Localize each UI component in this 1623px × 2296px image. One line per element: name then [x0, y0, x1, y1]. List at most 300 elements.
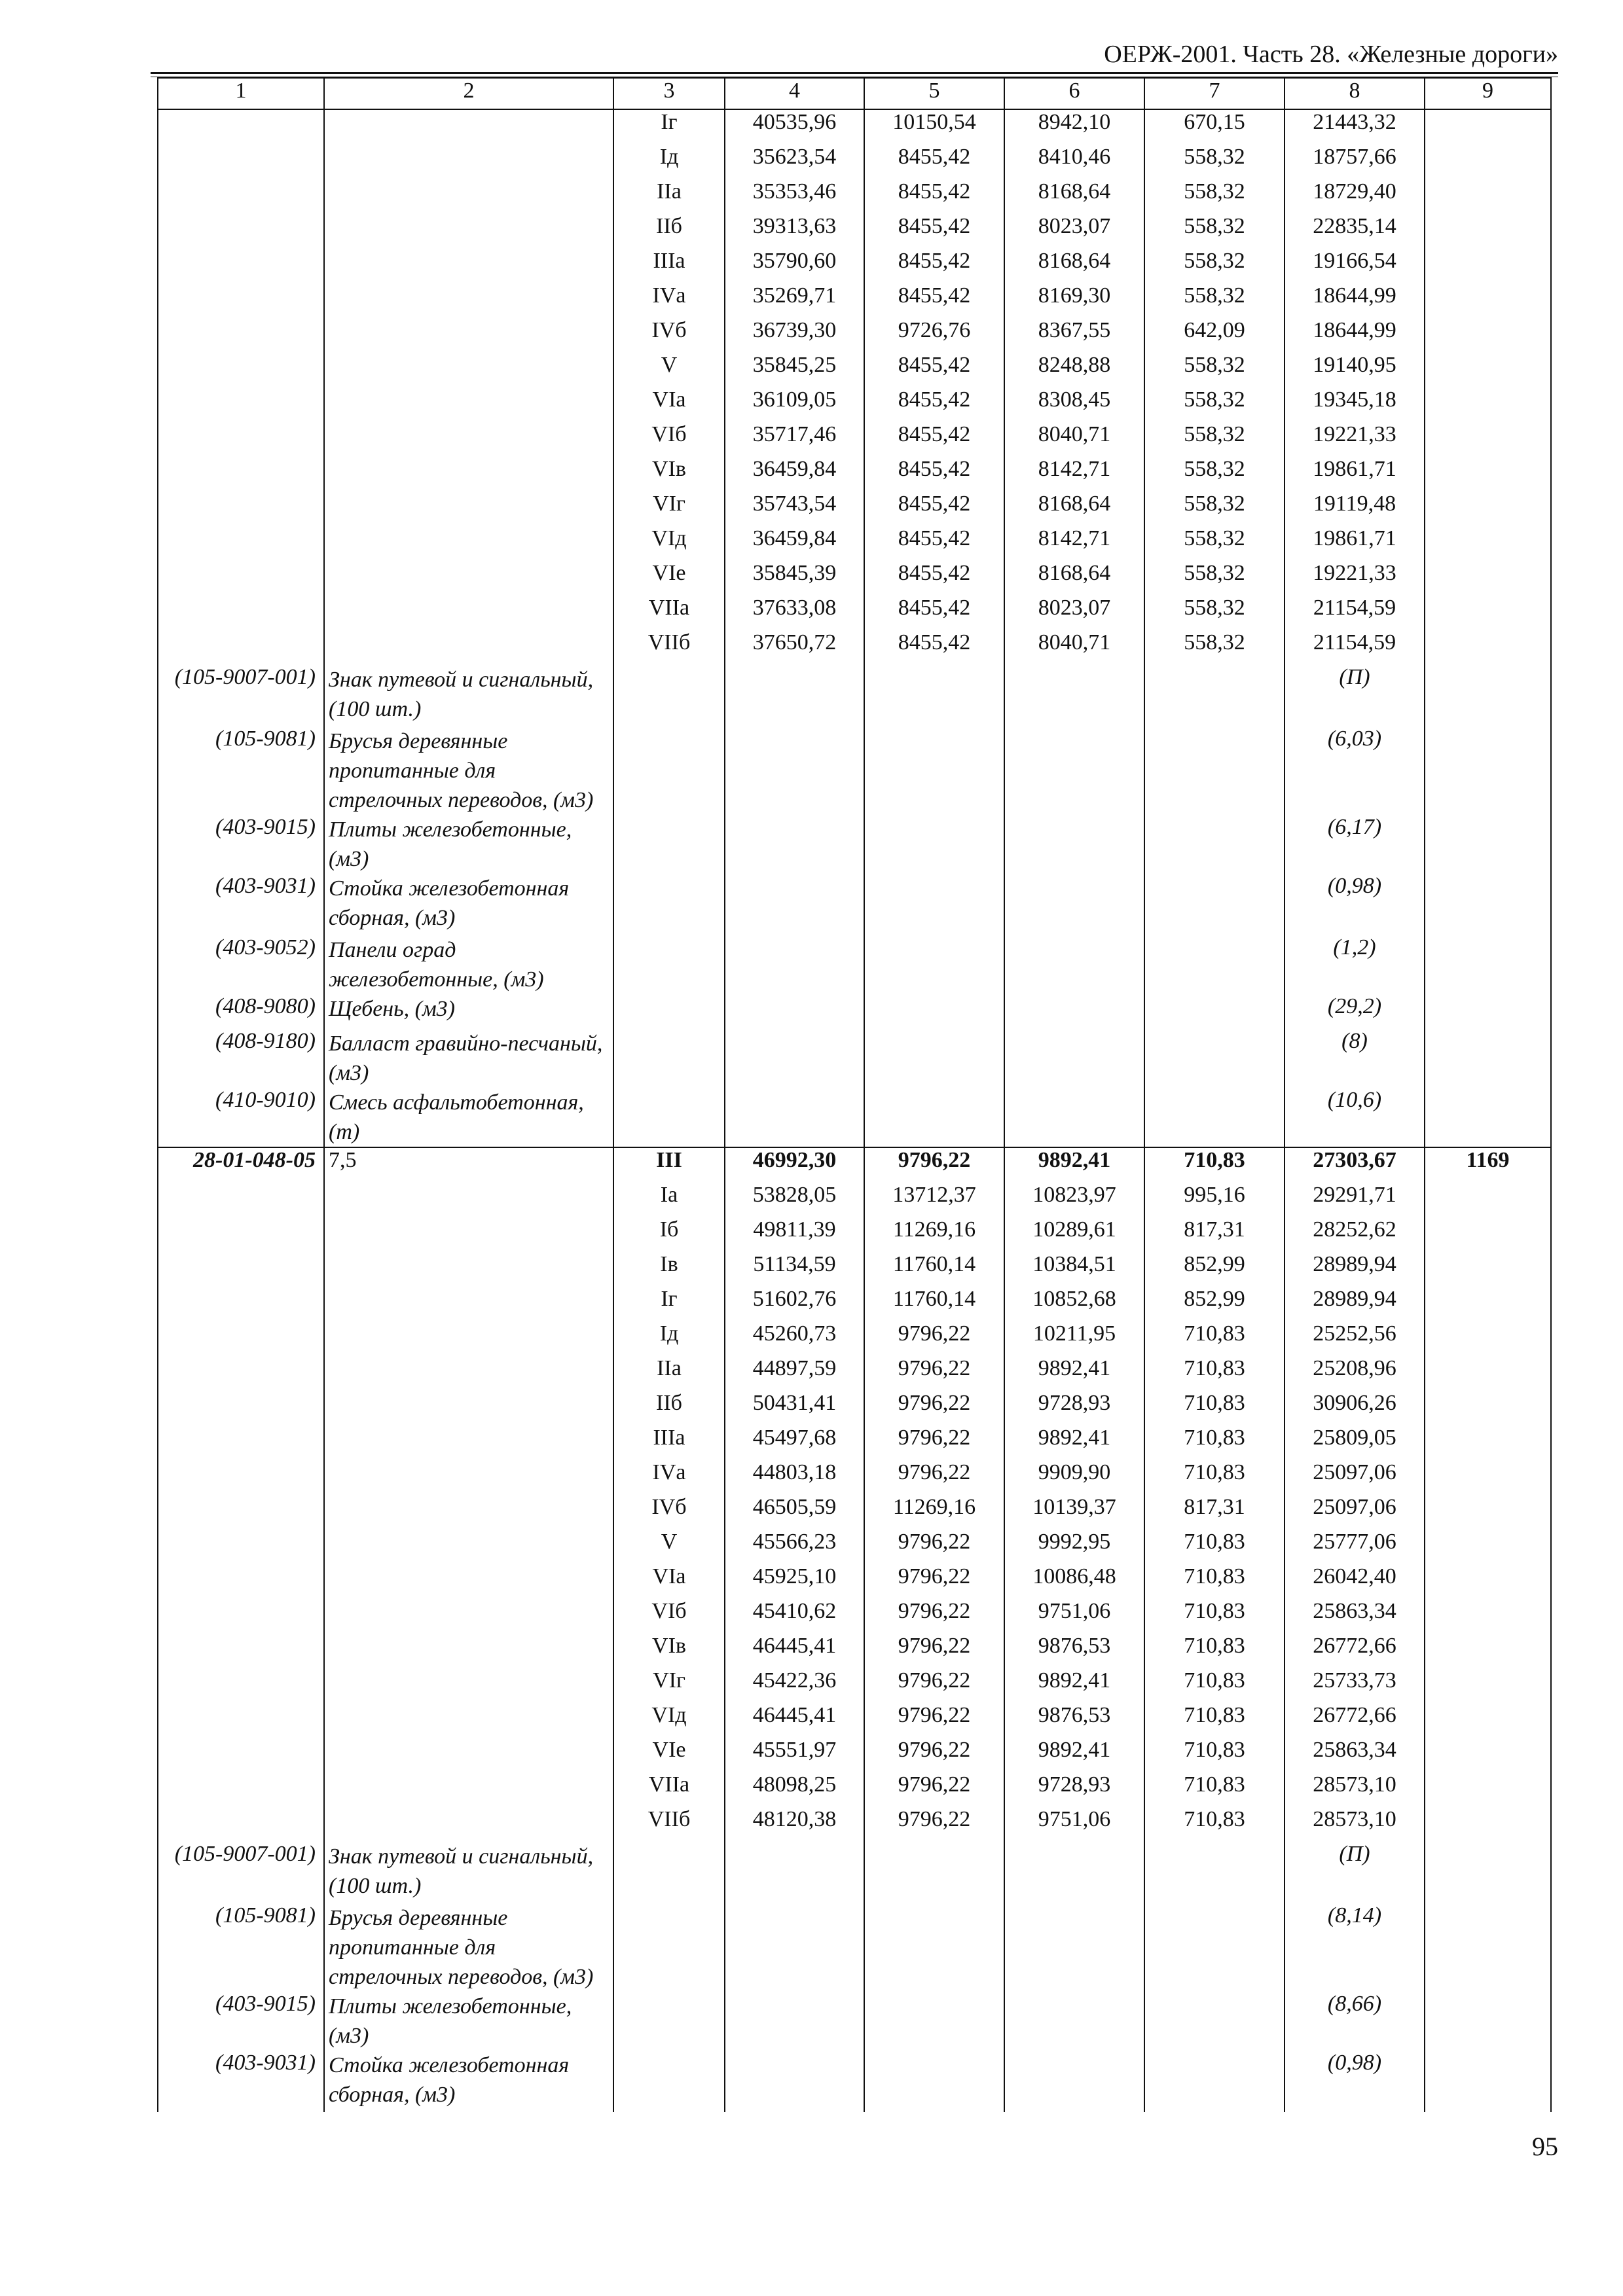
material-cost: 21154,59	[1285, 630, 1425, 665]
rate-description	[324, 1460, 613, 1495]
table-row	[158, 1495, 1551, 1530]
labor-cost: 8455,42	[864, 353, 1004, 387]
rate-description	[324, 1599, 613, 1634]
material-cost: 19221,33	[1285, 422, 1425, 457]
labor-cost: 9796,22	[864, 1807, 1004, 1842]
direct-cost: 45566,23	[725, 1530, 864, 1564]
material-name: Смесь асфальтобетонная, (т)	[324, 1088, 613, 1147]
labor-hours	[1425, 318, 1551, 353]
operator-wage: 710,83	[1144, 1772, 1285, 1807]
operator-wage: 558,32	[1144, 145, 1285, 179]
operator-wage: 670,15	[1144, 109, 1285, 145]
material-row	[158, 665, 1551, 726]
material-cost: 18644,99	[1285, 318, 1425, 353]
page-number: 95	[1532, 2132, 1558, 2161]
labor-hours	[1425, 1217, 1551, 1252]
direct-cost: 37650,72	[725, 630, 864, 665]
labor-cost: 11269,16	[864, 1217, 1004, 1252]
labor-cost: 10150,54	[864, 109, 1004, 145]
rate-code	[158, 1495, 324, 1530]
column-number: 1	[158, 78, 324, 109]
empty-cell	[1004, 994, 1144, 1029]
machine-cost: 8168,64	[1004, 561, 1144, 596]
empty-cell	[613, 1992, 725, 2051]
region-class: Iд	[613, 145, 725, 179]
empty-cell	[613, 1029, 725, 1088]
region-class: VIIа	[613, 596, 725, 630]
labor-cost: 8455,42	[864, 179, 1004, 214]
labor-hours	[1425, 1738, 1551, 1772]
empty-cell	[613, 1088, 725, 1147]
operator-wage: 642,09	[1144, 318, 1285, 353]
material-code: (408-9080)	[158, 994, 324, 1029]
operator-wage: 710,83	[1144, 1391, 1285, 1426]
machine-cost: 10086,48	[1004, 1564, 1144, 1599]
region-class: VIд	[613, 1703, 725, 1738]
rate-description	[324, 179, 613, 214]
empty-cell	[1004, 1903, 1144, 1992]
empty-cell	[1004, 1842, 1144, 1903]
rates-table	[157, 77, 1552, 2112]
column-number: 3	[613, 78, 725, 109]
region-class: IIIа	[613, 1426, 725, 1460]
rate-description	[324, 596, 613, 630]
empty-cell	[1425, 815, 1551, 874]
material-cost: 22835,14	[1285, 214, 1425, 249]
empty-cell	[864, 1842, 1004, 1903]
labor-hours	[1425, 1321, 1551, 1356]
rate-description	[324, 353, 613, 387]
direct-cost: 48098,25	[725, 1772, 864, 1807]
direct-cost: 46445,41	[725, 1634, 864, 1668]
labor-hours	[1425, 1668, 1551, 1703]
labor-hours	[1425, 1772, 1551, 1807]
material-cost: 26772,66	[1285, 1703, 1425, 1738]
material-cost: 29291,71	[1285, 1183, 1425, 1217]
table-row	[158, 492, 1551, 526]
direct-cost: 35269,71	[725, 283, 864, 318]
direct-cost: 48120,38	[725, 1807, 864, 1842]
table-row	[158, 1356, 1551, 1391]
labor-hours	[1425, 283, 1551, 318]
machine-cost: 9892,41	[1004, 1738, 1144, 1772]
operator-wage: 558,32	[1144, 214, 1285, 249]
direct-cost: 36459,84	[725, 526, 864, 561]
machine-cost: 8942,10	[1004, 109, 1144, 145]
direct-cost: 45260,73	[725, 1321, 864, 1356]
material-name: Знак путевой и сигнальный, (100 шт.)	[324, 665, 613, 726]
material-cost: 18644,99	[1285, 283, 1425, 318]
labor-cost: 8455,42	[864, 457, 1004, 492]
rate-code	[158, 492, 324, 526]
region-class: VIв	[613, 1634, 725, 1668]
rate-code	[158, 1426, 324, 1460]
labor-cost: 11760,14	[864, 1287, 1004, 1321]
region-class: IIб	[613, 214, 725, 249]
empty-cell	[1004, 665, 1144, 726]
table-row	[158, 1703, 1551, 1738]
empty-cell	[725, 1903, 864, 1992]
rate-code	[158, 109, 324, 145]
labor-cost: 9796,22	[864, 1321, 1004, 1356]
labor-cost: 9796,22	[864, 1599, 1004, 1634]
empty-cell	[864, 726, 1004, 815]
empty-cell	[864, 1088, 1004, 1147]
empty-cell	[613, 1903, 725, 1992]
labor-cost: 9796,22	[864, 1738, 1004, 1772]
direct-cost: 44897,59	[725, 1356, 864, 1391]
rate-description	[324, 1738, 613, 1772]
material-code: (105-9081)	[158, 1903, 324, 1992]
empty-cell	[1144, 1088, 1285, 1147]
operator-wage: 710,83	[1144, 1807, 1285, 1842]
empty-cell	[1144, 1903, 1285, 1992]
table-row	[158, 1460, 1551, 1495]
empty-cell	[1144, 1842, 1285, 1903]
material-cost: 25733,73	[1285, 1668, 1425, 1703]
rate-code	[158, 526, 324, 561]
rate-code	[158, 318, 324, 353]
material-cost: 28989,94	[1285, 1287, 1425, 1321]
material-cost: 18729,40	[1285, 179, 1425, 214]
direct-cost: 35717,46	[725, 422, 864, 457]
rate-code	[158, 1634, 324, 1668]
machine-cost: 10384,51	[1004, 1252, 1144, 1287]
empty-cell	[725, 1842, 864, 1903]
rate-code	[158, 1287, 324, 1321]
material-name: Брусья деревянные пропитанные для стрелочных переводов, (м3)	[324, 726, 613, 815]
empty-cell	[613, 994, 725, 1029]
empty-cell	[1425, 994, 1551, 1029]
material-qty: (29,2)	[1285, 994, 1425, 1029]
region-class: Iв	[613, 1252, 725, 1287]
labor-hours	[1425, 1391, 1551, 1426]
rate-description	[324, 214, 613, 249]
machine-cost: 8410,46	[1004, 145, 1144, 179]
empty-cell	[1004, 815, 1144, 874]
empty-cell	[1425, 1903, 1551, 1992]
empty-cell	[725, 994, 864, 1029]
labor-hours	[1425, 109, 1551, 145]
empty-cell	[725, 1992, 864, 2051]
direct-cost: 53828,05	[725, 1183, 864, 1217]
empty-cell	[725, 874, 864, 935]
table-row	[158, 283, 1551, 318]
empty-cell	[1425, 665, 1551, 726]
labor-hours	[1425, 1252, 1551, 1287]
operator-wage: 558,32	[1144, 526, 1285, 561]
labor-cost: 8455,42	[864, 387, 1004, 422]
material-row	[158, 1992, 1551, 2051]
rate-code	[158, 596, 324, 630]
labor-cost: 8455,42	[864, 492, 1004, 526]
machine-cost: 9751,06	[1004, 1599, 1144, 1634]
column-number: 9	[1425, 78, 1551, 109]
material-code: (408-9180)	[158, 1029, 324, 1088]
table-row	[158, 145, 1551, 179]
material-qty: (П)	[1285, 665, 1425, 726]
rate-description	[324, 1217, 613, 1252]
machine-cost: 8040,71	[1004, 630, 1144, 665]
empty-cell	[1144, 935, 1285, 994]
rate-code	[158, 1668, 324, 1703]
labor-hours	[1425, 353, 1551, 387]
material-code: (105-9081)	[158, 726, 324, 815]
region-class: VIб	[613, 1599, 725, 1634]
rate-description	[324, 526, 613, 561]
material-cost: 25097,06	[1285, 1460, 1425, 1495]
material-row	[158, 2051, 1551, 2112]
direct-cost: 51602,76	[725, 1287, 864, 1321]
table-row	[158, 596, 1551, 630]
rate-description	[324, 283, 613, 318]
empty-cell	[1144, 874, 1285, 935]
machine-cost: 9892,41	[1004, 1426, 1144, 1460]
operator-wage: 710,83	[1144, 1564, 1285, 1599]
direct-cost: 36739,30	[725, 318, 864, 353]
labor-cost: 8455,42	[864, 630, 1004, 665]
labor-cost: 9796,22	[864, 1772, 1004, 1807]
empty-cell	[1144, 1992, 1285, 2051]
material-cost: 28989,94	[1285, 1252, 1425, 1287]
rate-code	[158, 1217, 324, 1252]
labor-cost: 8455,42	[864, 145, 1004, 179]
material-code: (410-9010)	[158, 1088, 324, 1147]
rate-description	[324, 457, 613, 492]
labor-cost: 8455,42	[864, 561, 1004, 596]
material-code: (105-9007-001)	[158, 1842, 324, 1903]
machine-cost: 8168,64	[1004, 249, 1144, 283]
empty-cell	[1425, 874, 1551, 935]
operator-wage: 710,83	[1144, 1668, 1285, 1703]
table-row	[158, 179, 1551, 214]
labor-hours	[1425, 387, 1551, 422]
region-class: IIIа	[613, 249, 725, 283]
rate-code	[158, 1807, 324, 1842]
labor-hours	[1425, 596, 1551, 630]
operator-wage: 710,83	[1144, 1703, 1285, 1738]
labor-hours	[1425, 214, 1551, 249]
rate-code	[158, 1391, 324, 1426]
empty-cell	[1144, 665, 1285, 726]
machine-cost: 9728,93	[1004, 1772, 1144, 1807]
table-row	[158, 1772, 1551, 1807]
empty-cell	[613, 935, 725, 994]
material-cost: 18757,66	[1285, 145, 1425, 179]
labor-cost: 9796,22	[864, 1634, 1004, 1668]
material-cost: 19119,48	[1285, 492, 1425, 526]
table-row	[158, 1426, 1551, 1460]
material-name: Стойка железобетонная сборная, (м3)	[324, 2051, 613, 2112]
direct-cost: 40535,96	[725, 109, 864, 145]
table-row-main	[158, 1147, 1551, 1183]
empty-cell	[1004, 1992, 1144, 2051]
material-qty: (6,03)	[1285, 726, 1425, 815]
rate-code	[158, 145, 324, 179]
rate-code	[158, 179, 324, 214]
material-cost: 21443,32	[1285, 109, 1425, 145]
material-cost: 19140,95	[1285, 353, 1425, 387]
labor-cost: 8455,42	[864, 249, 1004, 283]
direct-cost: 45422,36	[725, 1668, 864, 1703]
region-class: Iб	[613, 1217, 725, 1252]
material-cost: 28573,10	[1285, 1807, 1425, 1842]
labor-hours: 1169	[1425, 1147, 1551, 1183]
labor-cost: 13712,37	[864, 1183, 1004, 1217]
empty-cell	[1004, 2051, 1144, 2112]
operator-wage: 710,83	[1144, 1356, 1285, 1391]
region-class: V	[613, 1530, 725, 1564]
labor-cost: 9796,22	[864, 1426, 1004, 1460]
region-class: VIIа	[613, 1772, 725, 1807]
table-row	[158, 1321, 1551, 1356]
table-row	[158, 1183, 1551, 1217]
rate-description	[324, 109, 613, 145]
machine-cost: 9892,41	[1004, 1147, 1144, 1183]
table-row	[158, 1252, 1551, 1287]
material-qty: (8,66)	[1285, 1992, 1425, 2051]
rate-code	[158, 249, 324, 283]
labor-cost: 8455,42	[864, 526, 1004, 561]
operator-wage: 558,32	[1144, 353, 1285, 387]
operator-wage: 558,32	[1144, 387, 1285, 422]
table-row	[158, 1564, 1551, 1599]
machine-cost: 8308,45	[1004, 387, 1144, 422]
column-number: 5	[864, 78, 1004, 109]
rate-description	[324, 492, 613, 526]
table-row	[158, 422, 1551, 457]
labor-cost: 9796,22	[864, 1564, 1004, 1599]
table-row	[158, 1287, 1551, 1321]
rate-description	[324, 1772, 613, 1807]
table-body	[158, 78, 1551, 2112]
table-row	[158, 1391, 1551, 1426]
machine-cost: 10139,37	[1004, 1495, 1144, 1530]
rate-code	[158, 1703, 324, 1738]
empty-cell	[1144, 2051, 1285, 2112]
rate-description	[324, 1426, 613, 1460]
machine-cost: 8168,64	[1004, 492, 1144, 526]
empty-cell	[725, 2051, 864, 2112]
operator-wage: 558,32	[1144, 596, 1285, 630]
table-row	[158, 353, 1551, 387]
region-class: VIIб	[613, 1807, 725, 1842]
operator-wage: 710,83	[1144, 1599, 1285, 1634]
region-class: VIе	[613, 1738, 725, 1772]
rate-description	[324, 561, 613, 596]
material-name: Щебень, (м3)	[324, 994, 613, 1029]
empty-cell	[1425, 935, 1551, 994]
rate-code	[158, 283, 324, 318]
empty-cell	[1004, 935, 1144, 994]
operator-wage: 558,32	[1144, 457, 1285, 492]
material-row	[158, 994, 1551, 1029]
material-row	[158, 1842, 1551, 1903]
direct-cost: 46505,59	[725, 1495, 864, 1530]
machine-cost: 8168,64	[1004, 179, 1144, 214]
material-cost: 25208,96	[1285, 1356, 1425, 1391]
material-code: (403-9052)	[158, 935, 324, 994]
labor-hours	[1425, 1703, 1551, 1738]
operator-wage: 558,32	[1144, 422, 1285, 457]
region-class: IIа	[613, 179, 725, 214]
material-qty: (0,98)	[1285, 2051, 1425, 2112]
empty-cell	[725, 815, 864, 874]
direct-cost: 45410,62	[725, 1599, 864, 1634]
region-class: IIб	[613, 1391, 725, 1426]
material-cost: 30906,26	[1285, 1391, 1425, 1426]
rate-code	[158, 561, 324, 596]
column-number-row	[158, 78, 1551, 109]
empty-cell	[613, 815, 725, 874]
material-qty: (0,98)	[1285, 874, 1425, 935]
labor-cost: 9796,22	[864, 1391, 1004, 1426]
empty-cell	[1004, 874, 1144, 935]
region-class: V	[613, 353, 725, 387]
labor-cost: 9796,22	[864, 1356, 1004, 1391]
empty-cell	[1144, 726, 1285, 815]
table-row	[158, 1530, 1551, 1564]
rate-description	[324, 1703, 613, 1738]
material-cost: 25809,05	[1285, 1426, 1425, 1460]
material-cost: 27303,67	[1285, 1147, 1425, 1183]
material-cost: 25863,34	[1285, 1738, 1425, 1772]
empty-cell	[864, 1903, 1004, 1992]
empty-cell	[613, 1842, 725, 1903]
empty-cell	[864, 1992, 1004, 2051]
material-qty: (П)	[1285, 1842, 1425, 1903]
material-code: (105-9007-001)	[158, 665, 324, 726]
empty-cell	[613, 726, 725, 815]
region-class: VIб	[613, 422, 725, 457]
machine-cost: 8023,07	[1004, 214, 1144, 249]
region-class: VIIб	[613, 630, 725, 665]
rate-description	[324, 1183, 613, 1217]
region-class: Iд	[613, 1321, 725, 1356]
labor-hours	[1425, 457, 1551, 492]
rate-description	[324, 1252, 613, 1287]
operator-wage: 710,83	[1144, 1530, 1285, 1564]
table-row	[158, 561, 1551, 596]
material-qty: (6,17)	[1285, 815, 1425, 874]
material-row	[158, 1903, 1551, 1992]
empty-cell	[1144, 1029, 1285, 1088]
rate-code	[158, 1530, 324, 1564]
material-name: Плиты железобетонные, (м3)	[324, 1992, 613, 2051]
region-class: Iг	[613, 1287, 725, 1321]
labor-hours	[1425, 526, 1551, 561]
empty-cell	[864, 994, 1004, 1029]
operator-wage: 852,99	[1144, 1252, 1285, 1287]
column-number: 7	[1144, 78, 1285, 109]
material-qty: (8,14)	[1285, 1903, 1425, 1992]
labor-hours	[1425, 179, 1551, 214]
table-row	[158, 630, 1551, 665]
empty-cell	[1004, 1088, 1144, 1147]
rate-description	[324, 422, 613, 457]
rate-description: 7,5	[324, 1147, 613, 1183]
table-row	[158, 1668, 1551, 1703]
operator-wage: 558,32	[1144, 179, 1285, 214]
direct-cost: 35790,60	[725, 249, 864, 283]
rate-code	[158, 353, 324, 387]
empty-cell	[864, 874, 1004, 935]
region-class: IVа	[613, 1460, 725, 1495]
labor-cost: 8455,42	[864, 422, 1004, 457]
machine-cost: 9728,93	[1004, 1391, 1144, 1426]
direct-cost: 51134,59	[725, 1252, 864, 1287]
rate-description	[324, 1321, 613, 1356]
